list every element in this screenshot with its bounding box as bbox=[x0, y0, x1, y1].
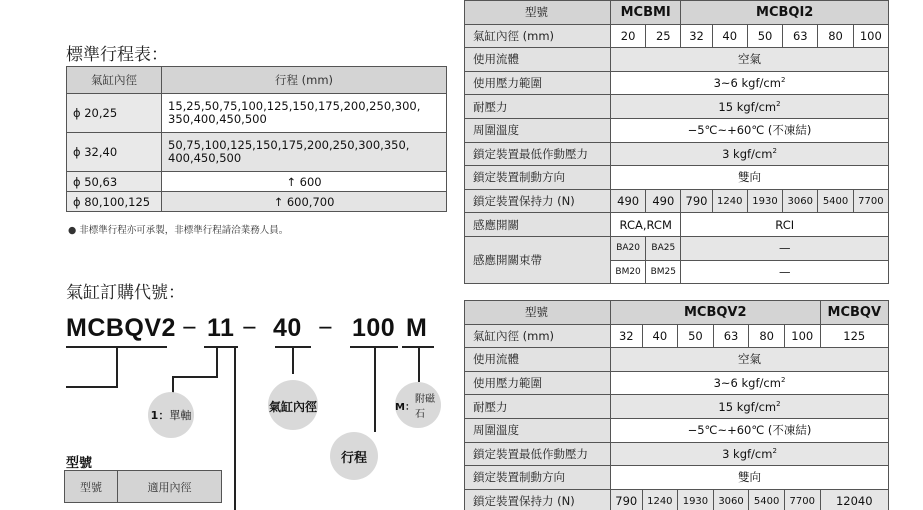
table-row bbox=[67, 172, 447, 192]
holding-value: 3060 bbox=[713, 489, 749, 510]
spec1-model-mcbqi2: MCBQI2 bbox=[681, 1, 889, 25]
leader-axis bbox=[172, 376, 218, 378]
holding-value: 5400 bbox=[818, 189, 853, 213]
bore-value: 63 bbox=[713, 324, 749, 348]
code-magnet: M bbox=[406, 314, 428, 342]
holding-value: 12040 bbox=[820, 489, 888, 510]
spec-value bbox=[611, 371, 889, 395]
holding-value: 1930 bbox=[678, 489, 714, 510]
holding-value: 7700 bbox=[784, 489, 820, 510]
stroke-bubble: 行程 bbox=[330, 432, 378, 480]
spec2-header-label: 型號 bbox=[465, 301, 611, 325]
spec2-model-mcbqv2: MCBQV2 bbox=[611, 301, 821, 325]
code-axis: 11 bbox=[207, 314, 235, 342]
type-label: 型號 bbox=[66, 456, 93, 471]
holding-value: 1930 bbox=[747, 189, 782, 213]
stroke-cell: 50,75,100,125,150,175,200,250,300,350, 400,450,500 bbox=[162, 133, 447, 172]
bore-value: 40 bbox=[642, 324, 678, 348]
table-row bbox=[465, 118, 889, 142]
leader-stroke bbox=[374, 346, 376, 432]
leader-model bbox=[116, 346, 118, 388]
table-row bbox=[465, 71, 889, 95]
table-row bbox=[465, 466, 889, 490]
spec-label: 鎖定裝置最低作動壓力 bbox=[465, 142, 611, 166]
bore-value: 80 bbox=[749, 324, 785, 348]
axis-code: 1： bbox=[150, 409, 170, 422]
spec1-bore-label: 氣缸內徑 (mm) bbox=[465, 24, 611, 48]
axis-text: 單軸 bbox=[169, 409, 192, 422]
spec-value-text: 15 kgf/cm bbox=[718, 99, 777, 114]
spec-value: 雙向 bbox=[611, 466, 889, 490]
bore-value: 100 bbox=[853, 24, 888, 48]
stroke-table-header-stroke: 行程 (mm) bbox=[162, 67, 447, 94]
magnet-text: 附磁石 bbox=[414, 394, 435, 420]
table-row bbox=[67, 192, 447, 212]
code-stroke: 100 bbox=[352, 314, 396, 342]
bore-cell: ϕ 20,25 bbox=[67, 94, 162, 133]
table-row bbox=[465, 395, 889, 419]
table-row bbox=[465, 236, 889, 260]
table-row bbox=[465, 95, 889, 119]
spec-label: 鎖定裝置保持力 (N) bbox=[465, 489, 611, 510]
bore-value: 25 bbox=[646, 24, 681, 48]
band-value: — bbox=[681, 236, 889, 260]
spec-value bbox=[611, 395, 889, 419]
leader-model bbox=[66, 386, 118, 388]
table-row bbox=[465, 348, 889, 372]
axis-bubble bbox=[148, 392, 194, 438]
spec-value bbox=[611, 71, 889, 95]
spec-label: 耐壓力 bbox=[465, 95, 611, 119]
spec-value-sup: 2 bbox=[776, 99, 781, 108]
table-row bbox=[465, 166, 889, 190]
bore-value: 100 bbox=[784, 324, 820, 348]
spec-label: 鎖定裝置制動方向 bbox=[465, 466, 611, 490]
underline-axis bbox=[204, 346, 238, 348]
code-dash: − bbox=[182, 314, 198, 342]
bore-cell: ϕ 80,100,125 bbox=[67, 192, 162, 212]
table-row bbox=[465, 213, 889, 237]
spec-label: 耐壓力 bbox=[465, 395, 611, 419]
spec-value: 空氣 bbox=[611, 348, 889, 372]
spec-table-2 bbox=[464, 300, 889, 510]
spec1-header-label: 型號 bbox=[465, 1, 611, 25]
spec-value-sup: 2 bbox=[780, 376, 786, 385]
spec-value-sup: 2 bbox=[776, 399, 781, 408]
spec-value-text: 3~6 kgf/cm bbox=[713, 76, 781, 91]
holding-value: 790 bbox=[611, 489, 643, 510]
spec-label: 使用流體 bbox=[465, 48, 611, 72]
holding-value: 1240 bbox=[712, 189, 747, 213]
bore-value: 32 bbox=[611, 324, 643, 348]
table-row bbox=[465, 24, 889, 48]
spec-label: 鎖定裝置制動方向 bbox=[465, 166, 611, 190]
code-bore: 40 bbox=[273, 314, 302, 342]
holding-value: 7700 bbox=[853, 189, 888, 213]
leader-axis bbox=[216, 346, 218, 378]
bore-value: 50 bbox=[678, 324, 714, 348]
spec-value-sup: 2 bbox=[772, 147, 777, 156]
table-row bbox=[465, 48, 889, 72]
type-table bbox=[64, 470, 222, 503]
code-model: MCBQV2 bbox=[66, 314, 176, 342]
spec-label: 鎖定裝置保持力 (N) bbox=[465, 189, 611, 213]
bore-value: 80 bbox=[818, 24, 853, 48]
type-header-bore: 適用內徑 bbox=[118, 471, 222, 503]
stroke-table-header-bore: 氣缸內徑 bbox=[67, 67, 162, 94]
bore-cell: ϕ 32,40 bbox=[67, 133, 162, 172]
spec-value: −5℃~+60℃ (不凍結) bbox=[611, 118, 889, 142]
spec-value-sup: 2 bbox=[772, 447, 777, 456]
spec-table-1 bbox=[464, 0, 889, 284]
spec-value-text: 15 kgf/cm bbox=[718, 399, 777, 414]
bore-value: 125 bbox=[820, 324, 888, 348]
code-dash: − bbox=[318, 314, 334, 342]
bore-cell: ϕ 50,63 bbox=[67, 172, 162, 192]
spec-value-text: 3~6 kgf/cm bbox=[713, 376, 781, 391]
band-value: BM20 bbox=[611, 260, 646, 284]
order-code-title: 氣缸訂購代號： bbox=[66, 283, 185, 303]
spec-value-text: 3 kgf/cm bbox=[722, 446, 773, 461]
spec-value-text: 3 kgf/cm bbox=[722, 146, 773, 161]
stroke-cell: ↑ 600,700 bbox=[162, 192, 447, 212]
spec-label: 鎖定裝置最低作動壓力 bbox=[465, 442, 611, 466]
stroke-cell: 15,25,50,75,100,125,150,175,200,250,300, 350,400,450,500 bbox=[162, 94, 447, 133]
band-value: — bbox=[681, 260, 889, 284]
spec-label: 周圍溫度 bbox=[465, 418, 611, 442]
bore-value: 32 bbox=[681, 24, 712, 48]
band-value: BA25 bbox=[646, 236, 681, 260]
bore-value: 50 bbox=[747, 24, 782, 48]
band-value: BM25 bbox=[646, 260, 681, 284]
holding-value: 1240 bbox=[642, 489, 678, 510]
table-row bbox=[67, 133, 447, 172]
spec2-model-mcbqv: MCBQV bbox=[820, 301, 888, 325]
spec-label: 感應開關 bbox=[465, 213, 611, 237]
leader-magnet bbox=[418, 346, 420, 382]
holding-value: 3060 bbox=[783, 189, 818, 213]
spec-value bbox=[611, 442, 889, 466]
bore-value: 20 bbox=[611, 24, 646, 48]
holding-value: 490 bbox=[646, 189, 681, 213]
bore-value: 40 bbox=[712, 24, 747, 48]
table-row bbox=[67, 94, 447, 133]
spec1-model-mcbmi: MCBMI bbox=[611, 1, 681, 25]
holding-value: 5400 bbox=[749, 489, 785, 510]
bore-bubble: 氣缸內徑 bbox=[268, 380, 318, 430]
holding-value: 790 bbox=[681, 189, 712, 213]
code-dash: − bbox=[242, 314, 258, 342]
spec-value-sup: 2 bbox=[780, 76, 786, 85]
table-row bbox=[465, 442, 889, 466]
table-row bbox=[465, 324, 889, 348]
switch-value: RCI bbox=[681, 213, 889, 237]
bore-value: 63 bbox=[783, 24, 818, 48]
spec-label: 使用壓力範圍 bbox=[465, 371, 611, 395]
spec-value bbox=[611, 95, 889, 119]
table-row bbox=[465, 489, 889, 510]
table-row bbox=[465, 371, 889, 395]
spec-value: 雙向 bbox=[611, 166, 889, 190]
stroke-note: ● 非標準行程亦可承製，非標準行程請洽業務人員。 bbox=[68, 225, 289, 236]
magnet-code: M： bbox=[395, 401, 415, 413]
stroke-cell: ↑ 600 bbox=[162, 172, 447, 192]
spec-value: −5℃~+60℃ (不凍結) bbox=[611, 418, 889, 442]
holding-value: 490 bbox=[611, 189, 646, 213]
type-header-model: 型號 bbox=[65, 471, 118, 503]
stroke-table-title: 標準行程表： bbox=[66, 45, 168, 65]
table-row bbox=[465, 189, 889, 213]
spec-value bbox=[611, 142, 889, 166]
spec-label: 感應開關束帶 bbox=[465, 236, 611, 283]
magnet-bubble bbox=[395, 382, 441, 428]
stroke-table bbox=[66, 66, 447, 212]
spec-label: 周圍溫度 bbox=[465, 118, 611, 142]
table-row bbox=[465, 418, 889, 442]
leader-bore bbox=[292, 346, 294, 374]
table-row bbox=[465, 142, 889, 166]
spec-label: 使用壓力範圍 bbox=[465, 71, 611, 95]
band-value: BA20 bbox=[611, 236, 646, 260]
spec-value: 空氣 bbox=[611, 48, 889, 72]
spec-label: 使用流體 bbox=[465, 348, 611, 372]
switch-value: RCA,RCM bbox=[611, 213, 681, 237]
spec2-bore-label: 氣缸內徑 (mm) bbox=[465, 324, 611, 348]
leader-axis-long bbox=[234, 346, 236, 510]
